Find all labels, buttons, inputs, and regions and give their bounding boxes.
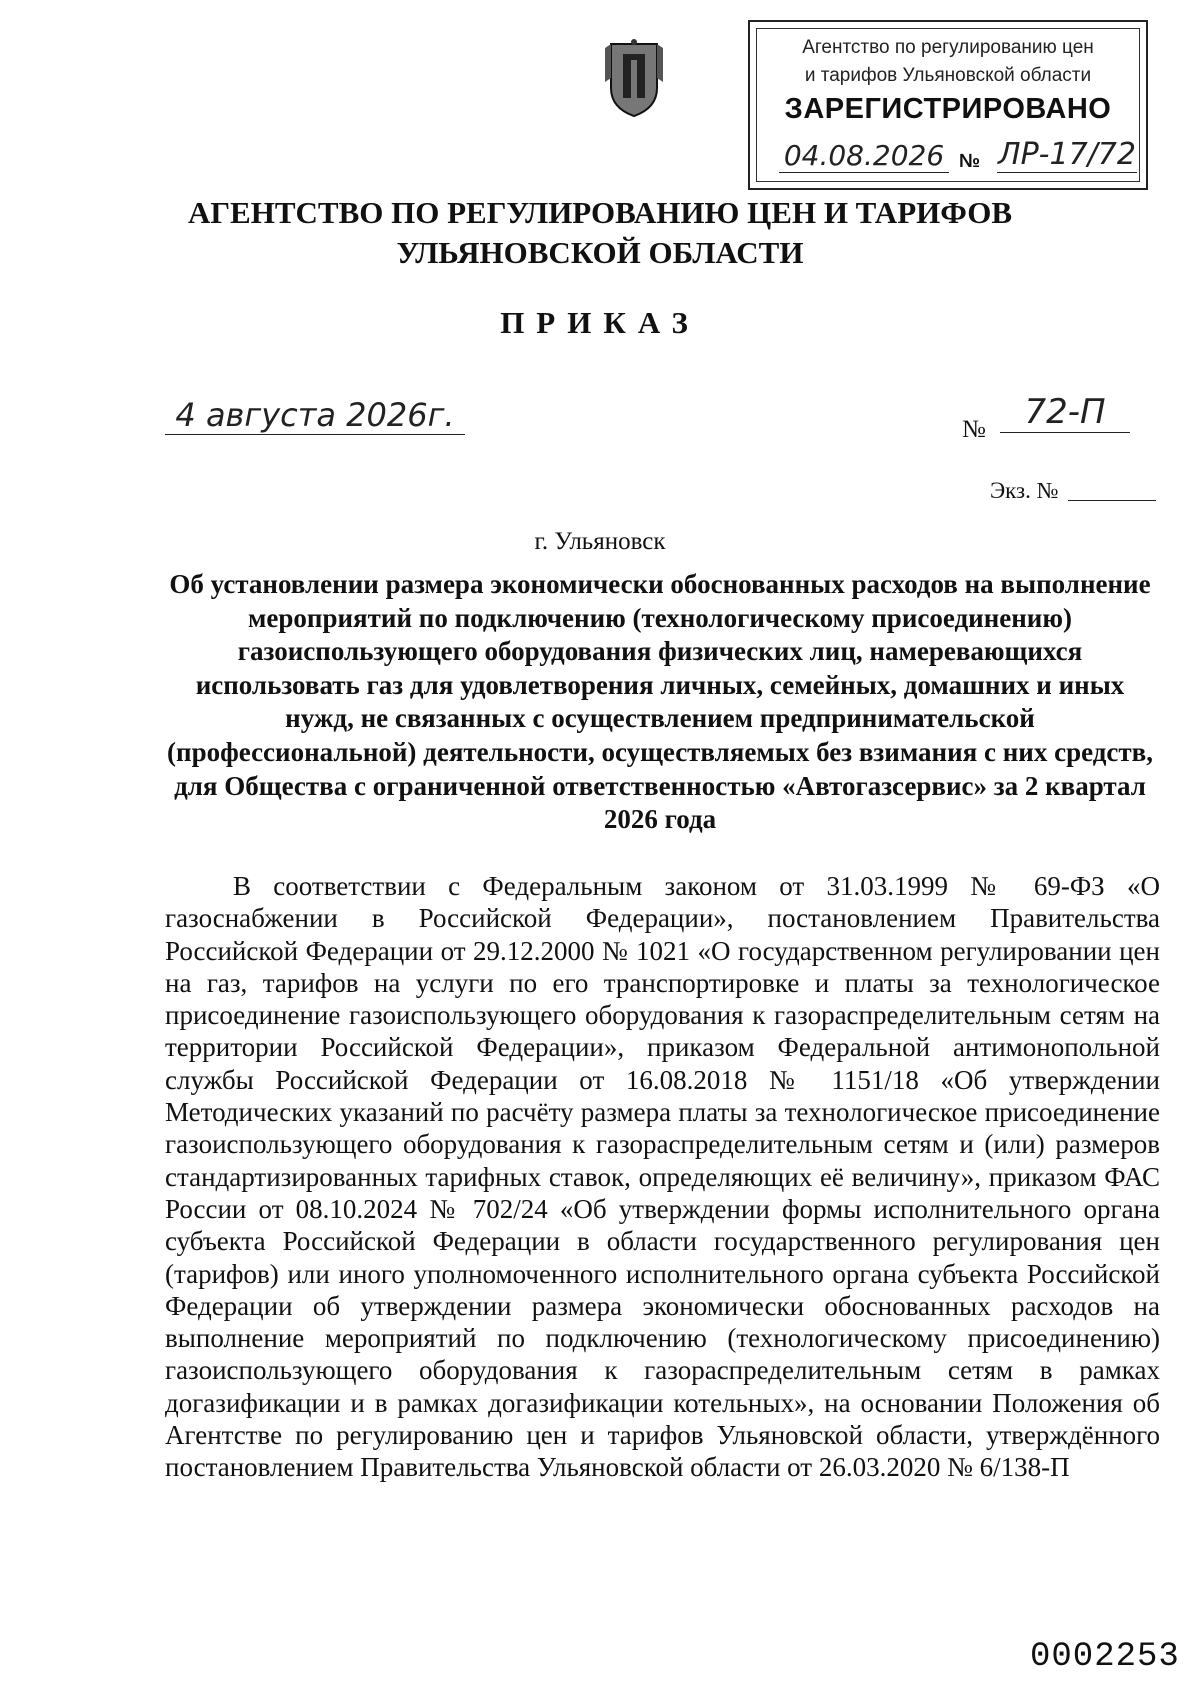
stamp-title: ЗАРЕГИСТРИРОВАНО — [784, 93, 1112, 125]
copy-number-label: Экз. № — [990, 478, 1059, 503]
order-number: 72-П — [1000, 392, 1130, 433]
stamp-agency-line2: и тарифов Ульяновской области — [804, 65, 1092, 86]
stamp-number: ЛР-17/72 — [998, 137, 1136, 172]
stamp-agency-line1: Агентство по регулированию цен — [802, 37, 1094, 58]
copy-number-blank — [1068, 500, 1156, 501]
order-body-paragraph: В соответствии с Федеральным законом от 31.03.1999 № 69-ФЗ «О газоснабжении в Российской Федерации», постановлением Правительства Российской Федерации от 29.12.2000 № 1021 «О государственном регулировании цен на газ, тарифов на услуги по его транспортировке и платы за технологическое присоединение газоиспользующего оборудования к газораспределительным сетям на территории Российской Федерации», приказом Федеральной антимонопольной службы Российской Федерации от 16.08.2018 № 1151/18 «Об утверждении Методических указаний по расчёту размера платы за технологическое присоединение газоиспользующего оборудования к газораспределительным сетям и (или) размеров стандартизированных тарифных ставок, определяющих её величину», приказом ФАС России от 08.10.2024 № 702/24 «Об утверждении формы исполнительного органа субъекта Российской Федерации в области государственного регулирования цен (тарифов) или иного уполномоченного исполнительного органа субъекта Российской Федерации об утверждении размера экономически обоснованных расходов на выполнение мероприятий по подключению (технологическому присоединению) газоиспользующего оборудования к газораспределительным сетям в рамках догазификации и в рамках догазификации котельных», на основании Положения об Агентстве по регулированию цен и тарифов Ульяновской области, утверждённого постановлением Правительства Ульяновской области от 26.03.2020 № 6/138-П — [165, 871, 1160, 1483]
coat-of-arms-emblem — [603, 38, 665, 120]
city: г. Ульяновск — [534, 528, 666, 555]
document-serial-number: 0002253 — [1030, 1638, 1180, 1676]
agency-heading-line2: УЛЬЯНОВСКОЙ ОБЛАСТИ — [396, 235, 804, 270]
order-title: ПРИКАЗ — [500, 305, 700, 340]
order-number-label: № — [962, 416, 986, 443]
registration-stamp — [748, 20, 1148, 190]
order-subject: Об установлении размера экономически обоснованных расходов на выполнение мероприятий по подключению (технологическому присоединению) газоиспользующего оборудования физических лиц, намеревающихся использовать газ для удовлетворения личных, семейных, домашних и иных нужд, не связанных с осуществлением предпринимательской (профессиональной) деятельности, осуществляемых без взимания с них средств, для Общества с ограниченной ответственностью «Автогазсервис» за 2 квартал 2026 года — [167, 569, 1153, 835]
agency-heading-line1: АГЕНТСТВО ПО РЕГУЛИРОВАНИЮ ЦЕН И ТАРИФОВ — [187, 195, 1013, 230]
stamp-date: 04.08.2026 — [779, 139, 949, 173]
stamp-inner-frame — [756, 28, 1140, 182]
stamp-number-label: № — [959, 151, 981, 172]
order-date: 4 августа 2026г. — [165, 396, 465, 435]
agency-heading — [0, 193, 1200, 273]
